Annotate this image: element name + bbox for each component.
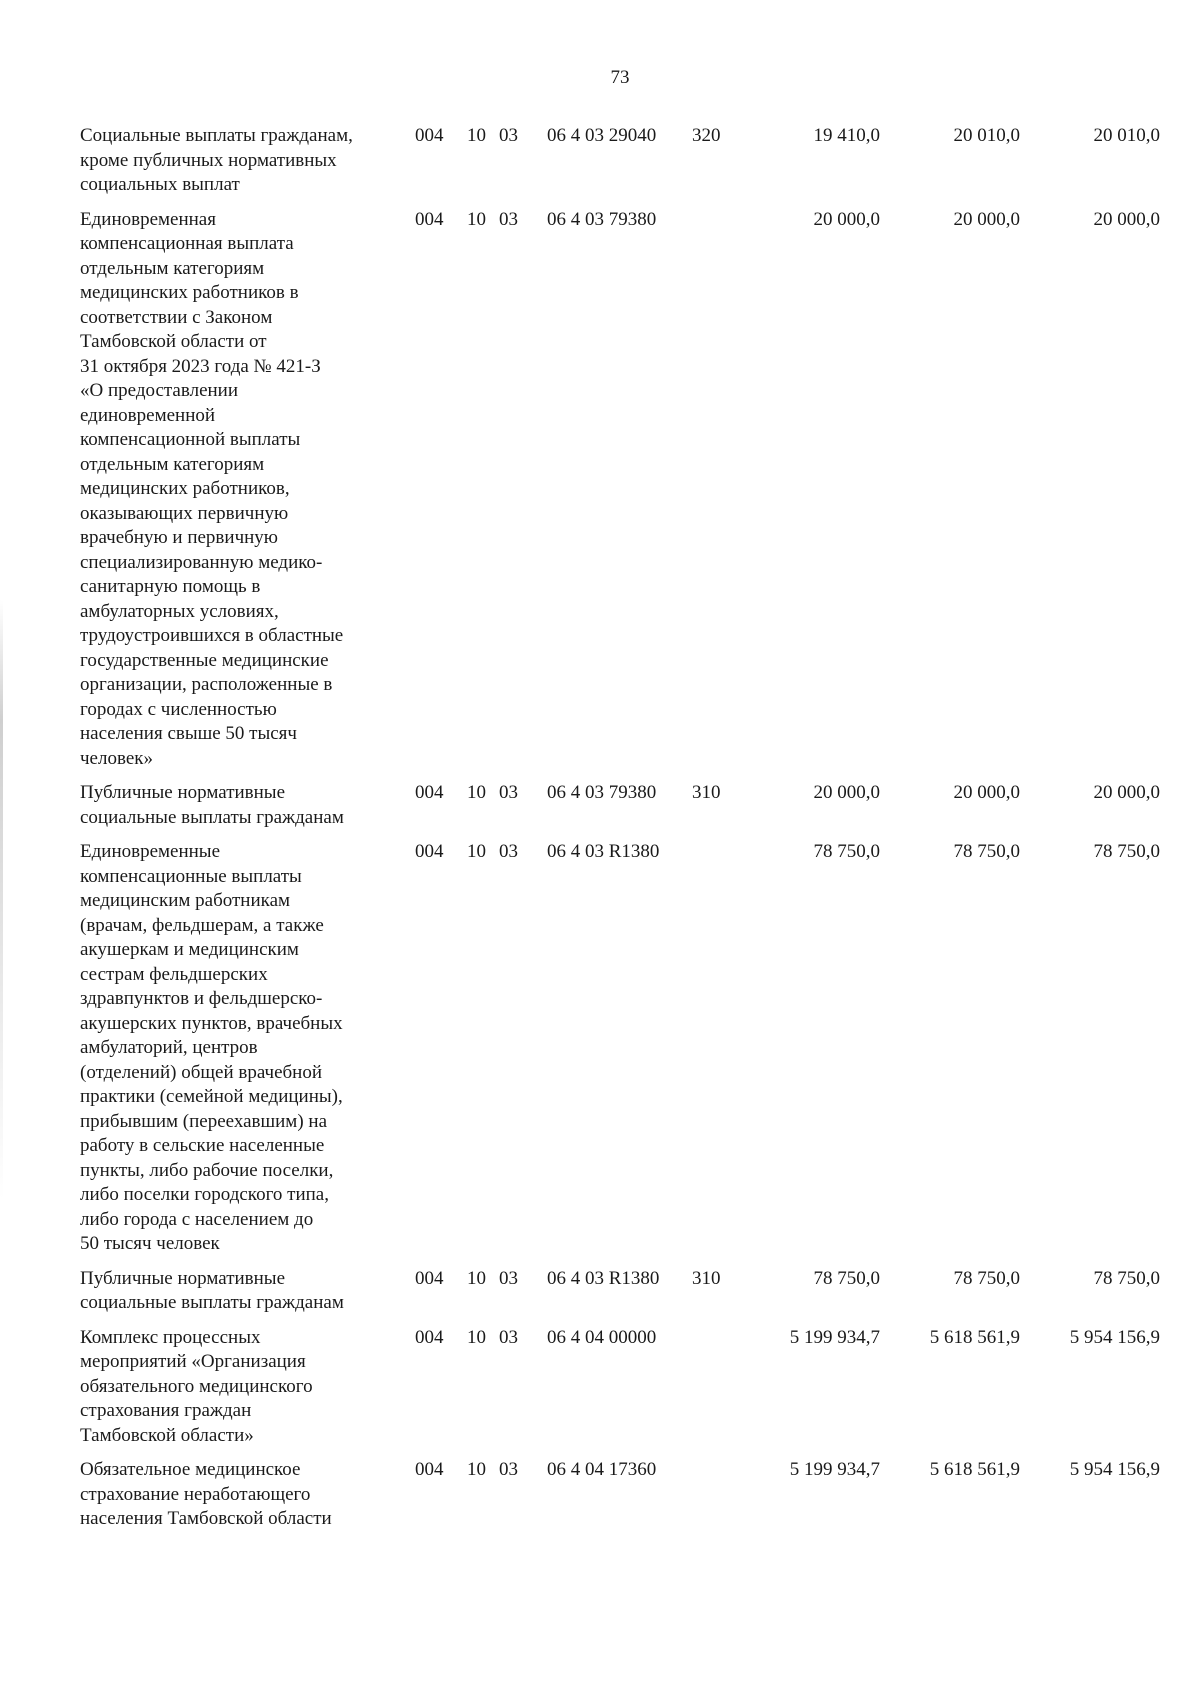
subsection-code: 03 [499,841,518,862]
budget-table [80,124,1160,1542]
amount-year-3: 20 010,0 [1093,125,1160,146]
target-article-code: 06 4 04 00000 [547,1326,657,1348]
row-name: Единовременные компенсационные выплаты медицинским работникам (врачам, фельдшерам, а также акушеркам и медицинским сестрам фельдшерских здравпунктов и фельдшерско- акушерских пунктов, врачебных амбулаторий, центров (отделений) общей врачебной практики (семейной медицины), прибывшим (переехавшим) на работу в сельские населенные пункты, либо рабочие поселки, либо поселки городского типа, либо города с населением до 50 тысяч человек [80,841,343,1254]
section-code: 10 [467,208,486,230]
grbs-code: 004 [415,1267,444,1289]
amount-year-2: 20 010,0 [953,125,1020,146]
row-name: Социальные выплаты гражданам, кроме публичных нормативных социальных выплат [80,125,353,195]
target-article-code: 06 4 03 R1380 [547,841,660,862]
subsection-code: 03 [499,782,518,803]
table-row [80,124,1160,198]
amount-year-3: 20 000,0 [1093,782,1160,803]
expense-type-code: 310 [692,782,721,803]
section-code: 10 [467,1267,486,1289]
subsection-code: 03 [499,208,518,230]
amount-year-1: 20 000,0 [813,782,880,803]
subsection-code: 03 [499,1459,518,1480]
table-row [80,1267,1160,1316]
expense-type-code: 320 [692,125,721,146]
amount-year-2: 78 750,0 [953,841,1020,862]
scan-edge-shadow [0,600,3,1200]
amount-year-2: 78 750,0 [953,1267,1020,1289]
table-row [80,208,1160,772]
section-code: 10 [467,782,486,803]
section-code: 10 [467,1326,486,1348]
amount-year-2: 5 618 561,9 [929,1326,1020,1348]
grbs-code: 004 [415,1326,444,1348]
amount-year-1: 78 750,0 [813,1267,880,1289]
amount-year-1: 78 750,0 [813,841,880,862]
amount-year-3: 78 750,0 [1093,841,1160,862]
amount-year-3: 5 954 156,9 [1069,1459,1160,1480]
section-code: 10 [467,125,486,146]
table-row [80,1458,1160,1532]
page-number: 73 [610,67,630,88]
amount-year-3: 20 000,0 [1093,208,1160,230]
amount-year-1: 19 410,0 [813,125,880,146]
table-row [80,840,1160,1257]
section-code: 10 [467,1459,486,1480]
target-article-code: 06 4 03 79380 [547,782,657,803]
amount-year-2: 20 000,0 [953,208,1020,230]
target-article-code: 06 4 03 79380 [547,208,657,230]
row-name: Обязательное медицинское страхование неработающего населения Тамбовской области [80,1459,332,1529]
target-article-code: 06 4 03 29040 [547,125,657,146]
amount-year-2: 5 618 561,9 [929,1459,1020,1480]
target-article-code: 06 4 03 R1380 [547,1267,660,1289]
table-row [80,781,1160,830]
grbs-code: 004 [415,841,444,862]
table-row [80,1326,1160,1449]
amount-year-1: 20 000,0 [813,208,880,230]
amount-year-1: 5 199 934,7 [789,1459,880,1480]
grbs-code: 004 [415,125,444,146]
amount-year-2: 20 000,0 [953,782,1020,803]
row-name: Публичные нормативные социальные выплаты гражданам [80,782,344,828]
amount-year-3: 78 750,0 [1093,1267,1160,1289]
target-article-code: 06 4 04 17360 [547,1459,657,1480]
row-name: Публичные нормативные социальные выплаты гражданам [80,1267,344,1313]
subsection-code: 03 [499,1267,518,1289]
section-code: 10 [467,841,486,862]
row-name: Комплекс процессных мероприятий «Организация обязательного медицинского страхования граждан Тамбовской области» [80,1326,313,1446]
grbs-code: 004 [415,208,444,230]
row-name: Единовременная компенсационная выплата отдельным категориям медицинских работников в соответствии с Законом Тамбовской области от 31 октября 2023 года № 421-З «О предоставлении единовременной компенсационной выплаты отдельным категориям медицинских работников, оказывающих первичную врачебную и первичную специализированную медико- санитарную помощь в амбулаторных условиях, трудоустроившихся в областные государственные медицинские организации, расположенные в городах с численностью населения свыше 50 тысяч человек» [80,208,344,769]
amount-year-3: 5 954 156,9 [1069,1326,1160,1348]
subsection-code: 03 [499,125,518,146]
expense-type-code: 310 [692,1267,721,1289]
grbs-code: 004 [415,1459,444,1480]
subsection-code: 03 [499,1326,518,1348]
grbs-code: 004 [415,782,444,803]
amount-year-1: 5 199 934,7 [789,1326,880,1348]
